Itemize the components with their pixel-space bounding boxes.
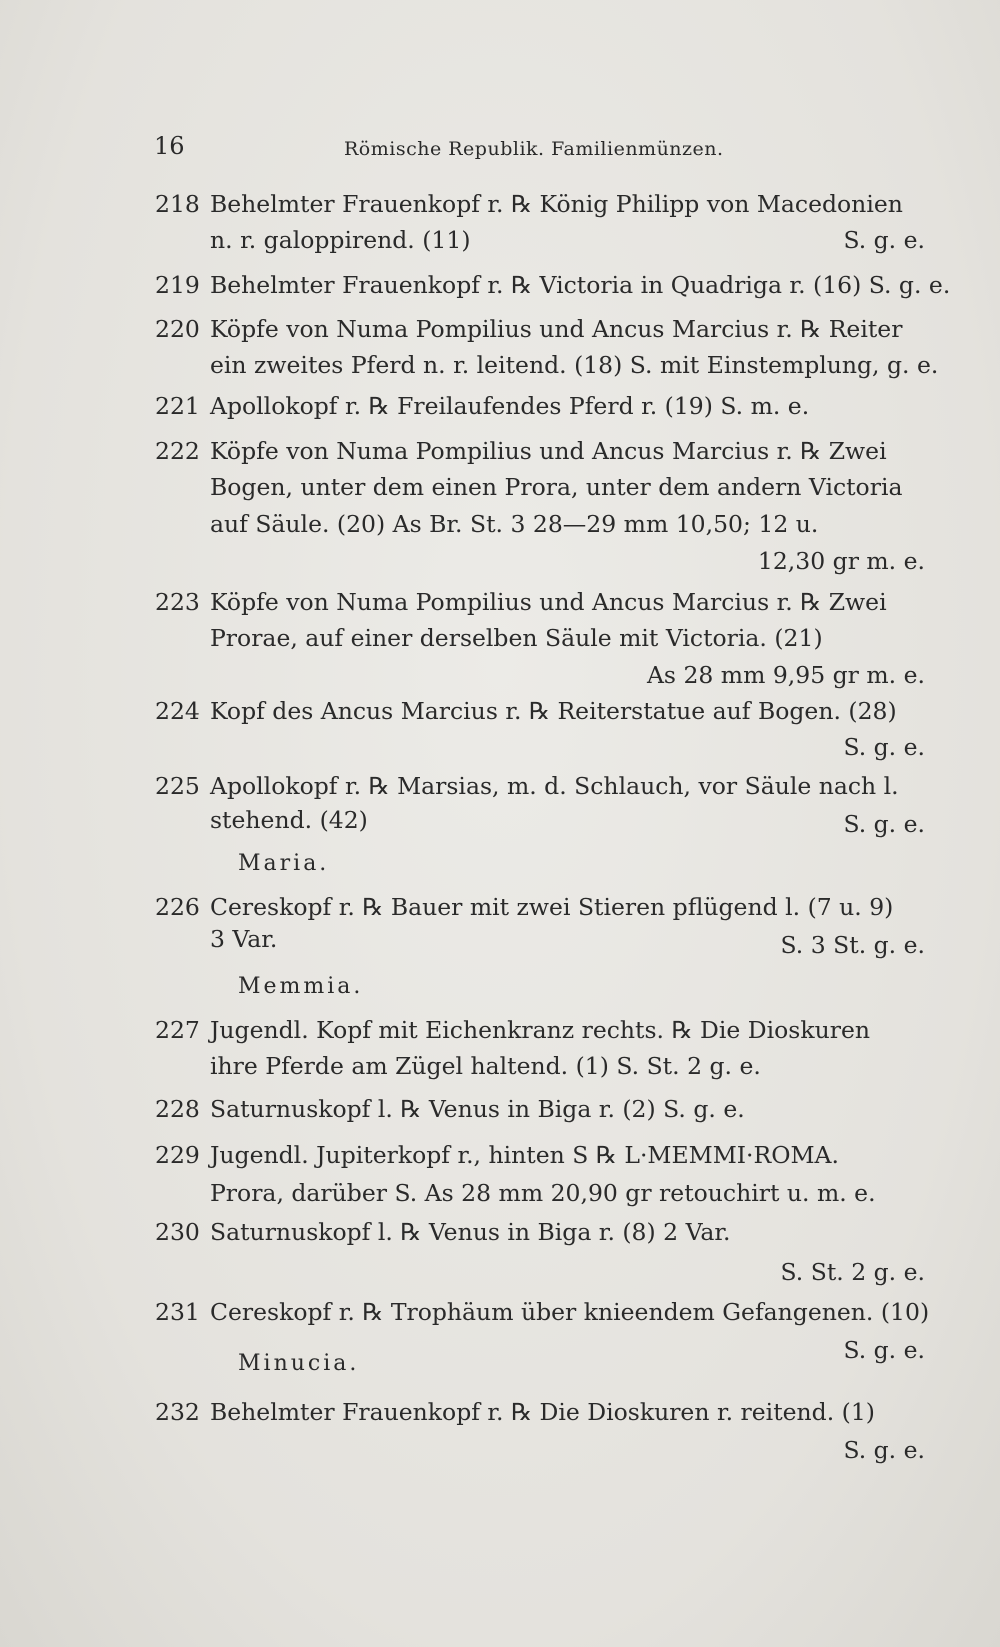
entry-line: Apollokopf r. ℞ Freilaufendes Pferd r. (19) S. m. e. <box>210 392 810 420</box>
entry-tail: S. St. 2 g. e. <box>780 1258 925 1286</box>
entry-tail: S. g. e. <box>843 810 925 838</box>
running-title: Römische Republik. Familienmünzen. <box>344 138 724 160</box>
entry-number: 228 <box>155 1095 200 1123</box>
page-number: 16 <box>154 132 185 160</box>
entry-line: n. r. galoppirend. (11) <box>210 226 471 254</box>
entry-number: 224 <box>155 697 200 725</box>
entry-line: ihre Pferde am Zügel haltend. (1) S. St. 2 g. e. <box>210 1052 761 1080</box>
entry-tail: S. g. e. <box>843 1336 925 1364</box>
entry-line: Cereskopf r. ℞ Trophäum über knieendem Gefangenen. (10) <box>210 1298 930 1326</box>
entry-number: 230 <box>155 1218 200 1246</box>
entry-line: Jugendl. Kopf mit Eichenkranz rechts. ℞ Die Dioskuren <box>210 1016 870 1044</box>
entry-line: 3 Var. <box>210 925 278 953</box>
entry-number: 221 <box>155 392 200 420</box>
entry-line: Saturnuskopf l. ℞ Venus in Biga r. (2) S. g. e. <box>210 1095 745 1123</box>
entry-number: 218 <box>155 190 200 218</box>
entry-tail: 12,30 gr m. e. <box>757 547 925 575</box>
entry-line: Prora, darüber S. As 28 mm 20,90 gr retouchirt u. m. e. <box>210 1179 876 1207</box>
entry-line: Behelmter Frauenkopf r. ℞ Victoria in Quadriga r. (16) S. g. e. <box>210 271 951 299</box>
entry-number: 229 <box>155 1141 200 1169</box>
entry-number: 232 <box>155 1398 200 1426</box>
entry-line: Cereskopf r. ℞ Bauer mit zwei Stieren pflügend l. (7 u. 9) <box>210 893 894 921</box>
entry-line: auf Säule. (20) As Br. St. 3 28—29 mm 10,50; 12 u. <box>210 510 819 538</box>
entry-number: 227 <box>155 1016 200 1044</box>
section-heading: Minucia. <box>238 1351 360 1376</box>
entry-number: 225 <box>155 772 200 800</box>
entry-line: Behelmter Frauenkopf r. ℞ Die Dioskuren r. reitend. (1) <box>210 1398 875 1426</box>
entry-tail: S. g. e. <box>843 1436 925 1464</box>
entry-line: Köpfe von Numa Pompilius und Ancus Marcius r. ℞ Reiter <box>210 315 903 343</box>
entry-line: Köpfe von Numa Pompilius und Ancus Marcius r. ℞ Zwei <box>210 588 887 616</box>
entry-number: 231 <box>155 1298 200 1326</box>
entry-number: 226 <box>155 893 200 921</box>
page-header <box>154 132 914 172</box>
entry-tail: S. g. e. <box>843 226 925 254</box>
entry-number: 220 <box>155 315 200 343</box>
section-heading: Memmia. <box>238 974 364 999</box>
entry-number: 223 <box>155 588 200 616</box>
entry-line: Apollokopf r. ℞ Marsias, m. d. Schlauch, vor Säule nach l. <box>210 772 899 800</box>
entry-line: Prorae, auf einer derselben Säule mit Victoria. (21) <box>210 624 823 652</box>
entry-line: Bogen, unter dem einen Prora, unter dem andern Victoria <box>210 473 903 501</box>
entry-tail: S. g. e. <box>843 733 925 761</box>
entry-number: 219 <box>155 271 200 299</box>
entry-tail: As 28 mm 9,95 gr m. e. <box>646 661 925 689</box>
entry-number: 222 <box>155 437 200 465</box>
entry-line: Jugendl. Jupiterkopf r., hinten S ℞ L·MEMMI·ROMA. <box>210 1141 839 1169</box>
entry-line: Köpfe von Numa Pompilius und Ancus Marcius r. ℞ Zwei <box>210 437 887 465</box>
entry-line: Saturnuskopf l. ℞ Venus in Biga r. (8) 2 Var. <box>210 1218 731 1246</box>
entry-tail: S. 3 St. g. e. <box>780 931 925 959</box>
entry-line: ein zweites Pferd n. r. leitend. (18) S. mit Einstemplung, g. e. <box>210 351 939 379</box>
entry-line: stehend. (42) <box>210 806 368 834</box>
entry-line: Kopf des Ancus Marcius r. ℞ Reiterstatue auf Bogen. (28) <box>210 697 897 725</box>
section-heading: Maria. <box>238 851 330 876</box>
entry-line: Behelmter Frauenkopf r. ℞ König Philipp von Macedonien <box>210 190 903 218</box>
